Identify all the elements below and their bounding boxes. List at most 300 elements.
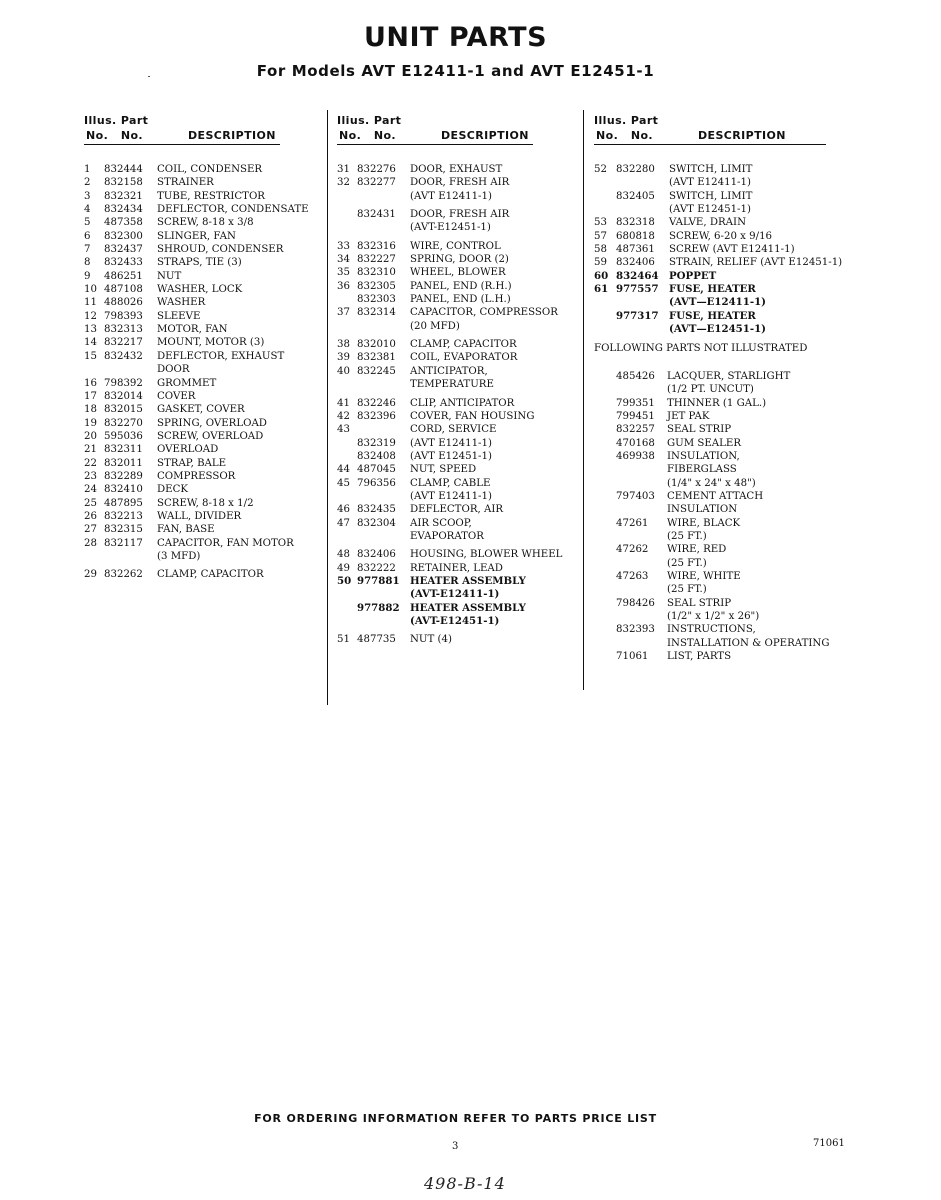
part-number <box>357 490 410 503</box>
header-description: DESCRIPTION <box>188 129 276 142</box>
part-row <box>594 490 844 503</box>
illus-number <box>594 423 616 436</box>
part-number: 469938 <box>616 450 655 462</box>
part-description: DOOR <box>157 364 190 376</box>
parts-list <box>84 163 324 582</box>
illus-number <box>594 543 616 556</box>
illus-number <box>594 410 616 423</box>
part-description: FUSE, HEATER <box>669 283 756 296</box>
illus-number: 14 <box>84 337 97 349</box>
part-description: (AVT—E12451-1) <box>669 323 766 336</box>
part-row <box>594 570 844 583</box>
part-description: COMPRESSOR <box>157 470 236 482</box>
part-number: 832304 <box>357 517 396 529</box>
part-description: VALVE, DRAIN <box>669 217 746 229</box>
illus-number: 36 <box>337 280 350 292</box>
part-number: 832396 <box>357 410 396 422</box>
part-row <box>337 503 577 516</box>
part-row <box>84 190 324 203</box>
header-illus: Illus. <box>594 114 627 127</box>
part-description: CLAMP, CAPACITOR <box>157 569 264 581</box>
illus-number: 13 <box>84 324 97 336</box>
part-description: DOOR, FRESH AIR <box>410 177 510 189</box>
part-row <box>84 510 324 523</box>
illus-number: 15 <box>84 350 97 362</box>
part-row <box>84 430 324 443</box>
part-description: CEMENT ATTACH <box>667 490 764 502</box>
illus-number: 49 <box>337 562 350 574</box>
part-description: DECK <box>157 484 189 496</box>
illus-number <box>594 190 616 203</box>
part-description: INSTALLATION & OPERATING <box>667 637 830 649</box>
part-number <box>616 557 667 570</box>
part-description: INSTRUCTIONS, <box>667 624 756 636</box>
part-number: 977881 <box>357 574 400 587</box>
part-number: 797403 <box>616 490 655 502</box>
part-number <box>616 637 667 650</box>
part-number: 832276 <box>357 164 396 175</box>
illus-number: 4 <box>84 204 91 216</box>
part-description: POPPET <box>669 269 717 282</box>
part-row <box>84 457 324 470</box>
column-divider <box>327 110 328 705</box>
part-number <box>104 363 157 376</box>
illus-number: 47 <box>337 517 350 529</box>
illus-number: 1 <box>84 164 91 175</box>
part-row <box>84 163 324 176</box>
illus-number: 51 <box>337 634 350 646</box>
illus-number: 24 <box>84 484 97 496</box>
part-row <box>594 530 844 543</box>
part-description: SCREW, 8-18 x 1/2 <box>157 497 254 509</box>
part-row <box>337 338 577 351</box>
illus-number: 2 <box>84 177 91 189</box>
part-number <box>616 530 667 543</box>
part-description: NUT <box>157 270 182 282</box>
part-row <box>594 543 844 556</box>
part-description: CORD, SERVICE <box>410 424 497 436</box>
part-number <box>357 530 410 543</box>
part-description: (AVT E12411-1) <box>669 177 751 189</box>
header-illus: Illus. <box>84 114 117 127</box>
illus-number: 21 <box>84 444 97 456</box>
illus-number: 18 <box>84 404 97 416</box>
part-description: STRAPS, TIE (3) <box>157 257 242 269</box>
part-number: 832406 <box>616 257 655 269</box>
part-description: SLEEVE <box>157 310 201 322</box>
part-number: 832257 <box>616 424 655 436</box>
part-description: MOUNT, MOTOR (3) <box>157 337 265 349</box>
part-description: COIL, EVAPORATOR <box>410 352 518 364</box>
illus-number: 52 <box>594 164 607 175</box>
parts-column-1 <box>84 110 324 582</box>
part-number: 71061 <box>616 651 649 663</box>
part-number: 832393 <box>616 624 655 636</box>
illus-number: 43 <box>337 424 350 436</box>
part-row <box>84 296 324 309</box>
part-row <box>594 610 844 623</box>
illus-number: 3 <box>84 190 91 202</box>
illus-number: 44 <box>337 464 350 476</box>
part-number <box>616 383 667 396</box>
part-row <box>337 320 577 333</box>
part-description: CLAMP, CABLE <box>410 477 491 489</box>
part-number: 47261 <box>616 517 649 529</box>
illus-number <box>337 293 357 306</box>
part-row <box>337 423 577 436</box>
illus-number: 38 <box>337 339 350 351</box>
illus-number: 40 <box>337 365 350 377</box>
illus-number <box>337 378 357 391</box>
part-row <box>594 383 844 396</box>
part-number <box>357 588 410 601</box>
part-description: HOUSING, BLOWER WHEEL <box>410 549 563 561</box>
part-row <box>337 530 577 543</box>
part-number: 47262 <box>616 544 649 556</box>
header-part: Part <box>373 114 402 127</box>
part-row <box>84 470 324 483</box>
part-number: 832305 <box>357 280 396 292</box>
part-row <box>594 463 844 476</box>
illus-number: 60 <box>594 269 609 282</box>
part-description: SCREW, OVERLOAD <box>157 430 264 442</box>
part-row <box>84 390 324 403</box>
illus-number <box>337 490 357 503</box>
part-row <box>84 256 324 269</box>
illus-number: 61 <box>594 283 609 296</box>
part-row <box>594 190 844 203</box>
header-part: Part <box>120 114 149 127</box>
part-description: TUBE, RESTRICTOR <box>157 190 265 202</box>
part-number <box>616 503 667 516</box>
part-description: SEAL STRIP <box>667 424 732 436</box>
part-row <box>84 336 324 349</box>
illus-number <box>337 190 357 203</box>
part-row <box>594 557 844 570</box>
part-row <box>337 190 577 203</box>
part-number: 832222 <box>357 562 396 574</box>
part-description: (AVT E12411-1) <box>410 490 492 502</box>
part-description: (1/2 PT. UNCUT) <box>667 384 754 396</box>
part-description: COVER, FAN HOUSING <box>410 410 535 422</box>
part-description: (25 FT.) <box>667 557 707 569</box>
part-row <box>337 562 577 575</box>
part-number: 487358 <box>104 217 143 229</box>
part-number <box>616 176 669 189</box>
part-number: 832011 <box>104 457 143 469</box>
part-row <box>84 270 324 283</box>
header-no: No. <box>630 129 654 142</box>
part-row <box>594 270 844 283</box>
part-description: NUT (4) <box>410 634 452 646</box>
parts-column-3 <box>594 110 844 663</box>
part-row <box>84 216 324 229</box>
part-row <box>337 410 577 423</box>
illus-number: 10 <box>84 284 97 296</box>
illus-number: 45 <box>337 477 350 489</box>
part-description: (AVT E12451-1) <box>410 450 492 462</box>
part-row <box>337 463 577 476</box>
part-row <box>594 650 844 663</box>
part-description: FUSE, HEATER <box>669 309 756 322</box>
part-description: PANEL, END (R.H.) <box>410 280 512 292</box>
part-description: SPRING, DOOR (2) <box>410 254 509 266</box>
part-row <box>594 477 844 490</box>
part-description: DEFLECTOR, CONDENSATE <box>157 204 309 216</box>
part-row <box>594 296 844 309</box>
illus-number: 31 <box>337 164 350 175</box>
part-number: 832270 <box>104 417 143 429</box>
part-description: WHEEL, BLOWER <box>410 267 506 279</box>
part-number: 832280 <box>616 164 655 175</box>
illus-number <box>594 570 616 583</box>
header-rule <box>337 144 533 145</box>
illus-number <box>594 437 616 450</box>
part-description: FAN, BASE <box>157 524 215 536</box>
illus-number <box>337 530 357 543</box>
illus-number: 28 <box>84 537 97 549</box>
part-description: SCREW, 6-20 x 9/16 <box>669 230 773 242</box>
illus-number <box>594 610 616 623</box>
part-row <box>337 588 577 601</box>
part-number: 47263 <box>616 570 649 582</box>
part-row <box>594 283 844 296</box>
part-description: SCREW (AVT E12411-1) <box>669 244 795 256</box>
part-row <box>84 243 324 256</box>
part-number: 832289 <box>104 470 143 482</box>
illus-number: 57 <box>594 230 607 242</box>
part-row <box>84 550 324 563</box>
illus-number <box>84 550 104 563</box>
part-description: GASKET, COVER <box>157 404 245 416</box>
part-row <box>84 537 324 550</box>
part-description: TEMPERATURE <box>410 379 494 391</box>
part-number: 799451 <box>616 410 655 422</box>
part-row <box>84 483 324 496</box>
part-row <box>594 583 844 596</box>
illus-number: 50 <box>337 574 352 587</box>
part-description: (AVT-E12411-1) <box>410 588 500 601</box>
part-number <box>616 610 667 623</box>
illus-number <box>594 503 616 516</box>
part-row <box>84 497 324 510</box>
illus-number: 41 <box>337 397 350 409</box>
part-description: (1/2" x 1/2" x 26") <box>667 611 760 622</box>
part-number: 832227 <box>357 254 396 266</box>
part-description: FIBERGLASS <box>667 464 737 476</box>
part-number: 832444 <box>104 164 143 175</box>
part-row <box>594 203 844 216</box>
header-no: No. <box>596 129 619 142</box>
part-row <box>594 437 844 450</box>
illus-number <box>594 583 616 596</box>
part-number: 832262 <box>104 569 143 581</box>
part-number: 832246 <box>357 397 396 409</box>
part-description: (AVT-E12451-1) <box>410 615 500 627</box>
part-number: 486251 <box>104 270 143 282</box>
part-description: SEAL STRIP <box>667 597 732 609</box>
part-number: 595036 <box>104 430 143 442</box>
part-description: (1/4" x 24" x 48") <box>667 477 756 489</box>
illus-number: 20 <box>84 430 97 442</box>
part-row <box>594 397 844 410</box>
part-number <box>616 463 667 476</box>
part-row <box>337 397 577 410</box>
part-number: 832431 <box>357 209 396 221</box>
part-row <box>337 490 577 503</box>
part-number: 832321 <box>104 190 143 202</box>
part-number: 832405 <box>616 190 655 202</box>
part-description: COIL, CONDENSER <box>157 164 263 175</box>
parts-list <box>337 163 577 647</box>
part-description: (AVT E12411-1) <box>410 190 492 202</box>
part-number: 832303 <box>357 294 396 306</box>
part-number: 832158 <box>104 177 143 189</box>
part-number: 798392 <box>104 377 143 389</box>
part-description: WIRE, WHITE <box>667 570 741 582</box>
part-description: STRAINER <box>157 177 214 189</box>
part-description: SWITCH, LIMIT <box>669 164 753 175</box>
part-number: 832435 <box>357 504 396 516</box>
illus-number: 16 <box>84 377 97 389</box>
illus-number <box>594 490 616 503</box>
illus-number: 34 <box>337 254 350 266</box>
part-number: 470168 <box>616 437 655 449</box>
part-description: MOTOR, FAN <box>157 324 228 336</box>
part-description: SHROUD, CONDENSER <box>157 244 284 256</box>
part-number: 832432 <box>104 350 143 362</box>
part-number: 832316 <box>357 240 396 252</box>
illus-number <box>594 477 616 490</box>
illus-number: 22 <box>84 457 97 469</box>
part-description: (AVT E12451-1) <box>669 204 751 216</box>
part-number: 832277 <box>357 177 396 189</box>
illus-number: 7 <box>84 244 91 256</box>
part-number <box>104 550 157 563</box>
part-description: CLIP, ANTICIPATOR <box>410 397 515 409</box>
illus-number: 25 <box>84 497 97 509</box>
part-description: (25 FT.) <box>667 530 707 542</box>
part-number <box>616 323 669 336</box>
illus-number: 11 <box>84 297 97 309</box>
part-description: CAPACITOR, FAN MOTOR <box>157 537 294 549</box>
part-number: 832464 <box>616 269 659 282</box>
part-description: CAPACITOR, COMPRESSOR <box>410 307 558 319</box>
part-number: 977882 <box>357 601 400 614</box>
part-description: SLINGER, FAN <box>157 230 236 242</box>
illus-number: 23 <box>84 470 97 482</box>
part-row <box>594 230 844 243</box>
part-number: 488026 <box>104 297 143 309</box>
part-description: NUT, SPEED <box>410 464 477 476</box>
part-row <box>84 417 324 430</box>
illus-number: 46 <box>337 504 350 516</box>
parts-column-2 <box>337 110 577 647</box>
illus-number <box>337 602 357 615</box>
illus-number: 8 <box>84 257 91 269</box>
illus-number <box>594 530 616 543</box>
part-description: WIRE, CONTROL <box>410 240 501 252</box>
part-description: DEFLECTOR, AIR <box>410 504 504 516</box>
part-number: 832410 <box>104 484 143 496</box>
part-number: 832300 <box>104 230 143 242</box>
part-number: 832408 <box>357 450 396 462</box>
part-description: LACQUER, STARLIGHT <box>667 370 791 382</box>
part-row <box>84 523 324 536</box>
part-row <box>84 310 324 323</box>
part-description: STRAP, BALE <box>157 457 227 469</box>
part-description: CLAMP, CAPACITOR <box>410 339 517 351</box>
part-row <box>84 230 324 243</box>
part-number: 799351 <box>616 397 655 409</box>
illus-number <box>594 463 616 476</box>
part-row <box>594 410 844 423</box>
part-row <box>337 351 577 364</box>
part-number: 796356 <box>357 477 396 489</box>
part-row <box>337 517 577 530</box>
part-row <box>337 575 577 588</box>
header-description: DESCRIPTION <box>441 129 529 142</box>
illus-number <box>594 203 616 216</box>
part-number: 977557 <box>616 283 659 296</box>
part-number: 487895 <box>104 497 143 509</box>
part-row <box>594 517 844 530</box>
ordering-note: FOR ORDERING INFORMATION REFER TO PARTS PRICE LIST <box>254 1112 657 1125</box>
part-row <box>337 548 577 561</box>
header-illus: Ilius. <box>337 114 370 127</box>
part-number: 832315 <box>104 524 143 536</box>
part-description: COVER <box>157 390 196 402</box>
illus-number <box>337 450 357 463</box>
part-row <box>337 602 577 615</box>
part-row <box>594 370 844 383</box>
part-description: WALL, DIVIDER <box>157 510 242 522</box>
part-number: 832319 <box>357 437 396 449</box>
illus-number: 35 <box>337 267 350 279</box>
illus-number: 12 <box>84 310 97 322</box>
header-no: No. <box>373 129 397 142</box>
part-row <box>594 597 844 610</box>
illus-number <box>594 597 616 610</box>
illus-number <box>594 176 616 189</box>
part-row <box>337 378 577 391</box>
parts-list <box>594 163 844 336</box>
part-row <box>337 306 577 319</box>
illus-number: 58 <box>594 244 607 256</box>
part-number <box>616 477 667 490</box>
part-row <box>84 176 324 189</box>
part-row <box>594 423 844 436</box>
part-number: 832406 <box>357 549 396 561</box>
illus-number: 42 <box>337 410 350 422</box>
illus-number <box>594 623 616 636</box>
part-description: RETAINER, LEAD <box>410 562 503 574</box>
part-number: 832245 <box>357 365 396 377</box>
part-row <box>337 450 577 463</box>
part-row <box>594 163 844 176</box>
illus-number <box>594 323 616 336</box>
part-row <box>84 203 324 216</box>
part-description: GUM SEALER <box>667 437 742 449</box>
illus-number <box>594 296 616 309</box>
part-number: 832318 <box>616 217 655 229</box>
part-row <box>337 240 577 253</box>
part-row <box>84 568 324 581</box>
part-row <box>84 403 324 416</box>
part-number: 798426 <box>616 597 655 609</box>
part-row <box>594 450 844 463</box>
part-description: SCREW, 8-18 x 3/8 <box>157 217 254 229</box>
